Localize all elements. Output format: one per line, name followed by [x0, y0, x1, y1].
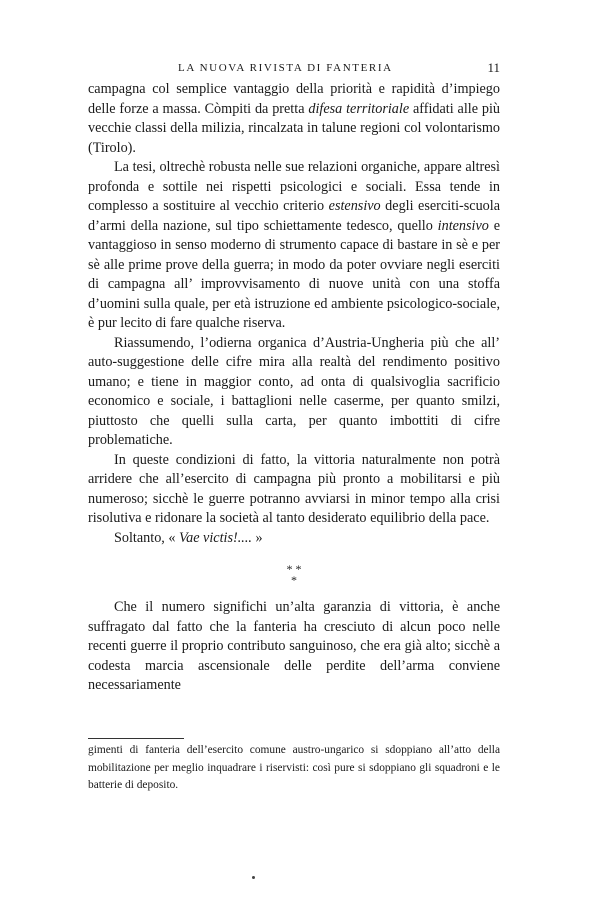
text-run: Riassumendo, l’odierna organica d’Austria-Ungheria più che all’ auto-suggestione delle cifre mira alla realtà del rendimento positivo umano; e tiene in maggior conto, ad onta di qualsivoglia sacrificio economico e sociale, i battaglioni nelle caserme, per quanto smilzi, piuttosto che quelli sulla carta, per quanto imbottiti di cifre problematiche.: [88, 334, 500, 448]
italic-text: Vae victis!....: [179, 529, 252, 546]
paragraph: [88, 80, 500, 158]
text-run: La tesi, oltrechè robusta nelle sue relazioni organiche, appare altresì profonda e sottile nei rispetti psicologici e sociali. Essa tende in complesso a sostituire al vecchio criterio: [88, 159, 500, 214]
text-run: degli eserciti-scuola d’armi della nazione, sul tipo schiettamente tedesco, quello: [88, 198, 500, 234]
paragraph: [88, 334, 500, 451]
text-run: In queste condizioni di fatto, la vittoria naturalmente non potrà arridere che all’esercito di campagna più pronto a mobilitarsi e più numeroso; sicchè le guerre potranno avviarsi in minor tempo alla crisi risolutiva e ridonare la società al tanto desiderato equilibrio della pace.: [88, 451, 500, 526]
footnote-text: gimenti di fanteria dell’esercito comune austro-ungarico si sdoppiano all’atto della mobilitazione per meglio inquadrare i riservisti: così pure si sdoppiano gli squadroni e le batterie di deposito.: [88, 744, 500, 791]
page-number: 11: [487, 60, 500, 75]
italic-text: difesa territoriale: [308, 100, 410, 117]
text-run: * * *: [286, 562, 302, 587]
text-run: e vantaggioso in senso moderno di strumento capace di bastare in sè e per sè alle prime prove della guerra; in modo da poter ovviare negli eserciti di campagna all’ improvvisamento di nuove unità con una stoffa d’uomini sulla quale, per età istruzione ed ambiente psicologico-sociale, è pur lecito di fare qualche riserva.: [88, 217, 500, 331]
running-header: [88, 60, 500, 78]
running-title: LA NUOVA RIVISTA DI FANTERIA: [178, 62, 393, 74]
footnote: [88, 742, 500, 795]
body-text: [88, 80, 500, 696]
text-run: campagna col semplice vantaggio della priorità e rapidità d’impiego delle forze a massa. Còmpiti da pretta: [88, 81, 500, 117]
footnote-rule: [88, 738, 184, 739]
page-speck: [252, 876, 255, 879]
text-run: Soltanto, «: [114, 529, 180, 546]
paragraph: [88, 451, 500, 529]
paragraph: [88, 158, 500, 334]
italic-text: estensivo: [328, 198, 381, 214]
text-run: Che il numero significhi un’alta garanzia di vittoria, è anche suffragato dal fatto che la fanteria ha cresciuto di alcun poco nelle recenti guerre il proprio contributo sanguinoso, che era già alto; sicchè a codesta marcia ascensionale delle perdite dell’arma conviene necessariamente: [88, 599, 500, 693]
section-separator: [88, 564, 500, 586]
paragraph: [88, 529, 500, 549]
paragraph: [88, 598, 500, 696]
text-run: »: [251, 529, 263, 546]
text-run: affidati alle più vecchie classi della milizia, rincalzata in talune regioni col volontarismo (Tirolo).: [88, 100, 500, 156]
italic-text: intensivo: [437, 217, 489, 234]
